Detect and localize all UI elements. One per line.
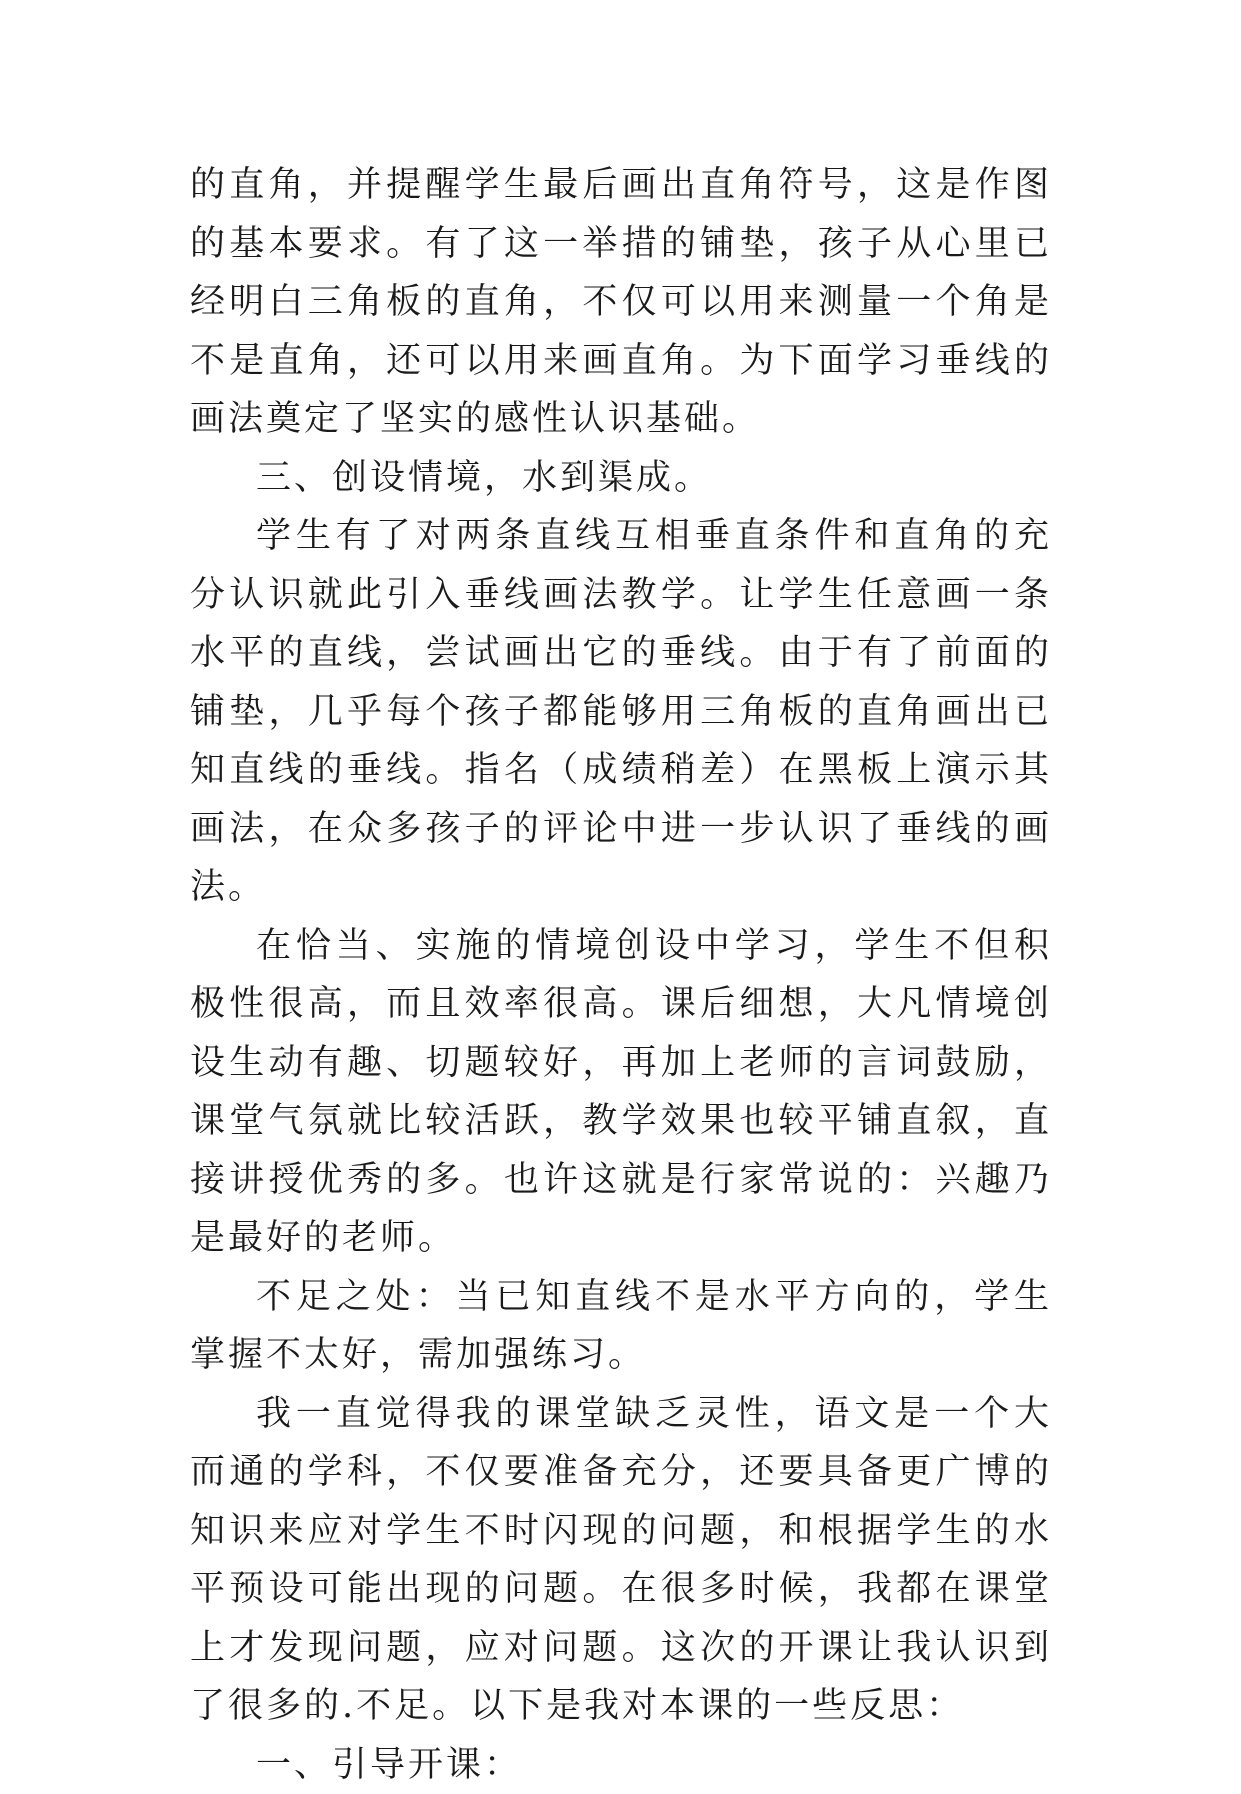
paragraph-perpendicular-drawing: 学生有了对两条直线互相垂直条件和直角的充分认识就此引入垂线画法教学。让学生任意画一条水平的直线，尝试画出它的垂线。由于有了前面的铺垫，几乎每个孩子都能够用三角板的直角画出已知直线的垂线。指名（成绩稍差）在黑板上演示其画法，在众多孩子的评论中进一步认识了垂线的画法。 xyxy=(190,507,1052,917)
section-heading-one: 一、引导开课： xyxy=(190,1736,1052,1794)
paragraph-continuation: 的直角，并提醒学生最后画出直角符号，这是作图的基本要求。有了这一举措的铺垫，孩子从心里已经明白三角板的直角，不仅可以用来测量一个角是不是直角，还可以用来画直角。为下面学习垂线的画法奠定了坚实的感性认识基础。 xyxy=(190,156,1052,449)
section-heading-three: 三、创设情境，水到渠成。 xyxy=(190,449,1052,508)
document-body xyxy=(190,156,1052,1794)
paragraph-shortcomings: 不足之处：当已知直线不是水平方向的，学生掌握不太好，需加强练习。 xyxy=(190,1268,1052,1385)
paragraph-reflection: 我一直觉得我的课堂缺乏灵性，语文是一个大而通的学科，不仅要准备充分，还要具备更广博的知识来应对学生不时闪现的问题，和根据学生的水平预设可能出现的问题。在很多时候，我都在课堂上才发现问题，应对问题。这次的开课让我认识到了很多的.不足。以下是我对本课的一些反思： xyxy=(190,1385,1052,1736)
paragraph-situation-learning: 在恰当、实施的情境创设中学习，学生不但积极性很高，而且效率很高。课后细想，大凡情境创设生动有趣、切题较好，再加上老师的言词鼓励，课堂气氛就比较活跃，教学效果也较平铺直叙，直接讲授优秀的多。也许这就是行家常说的：兴趣乃是最好的老师。 xyxy=(190,917,1052,1268)
